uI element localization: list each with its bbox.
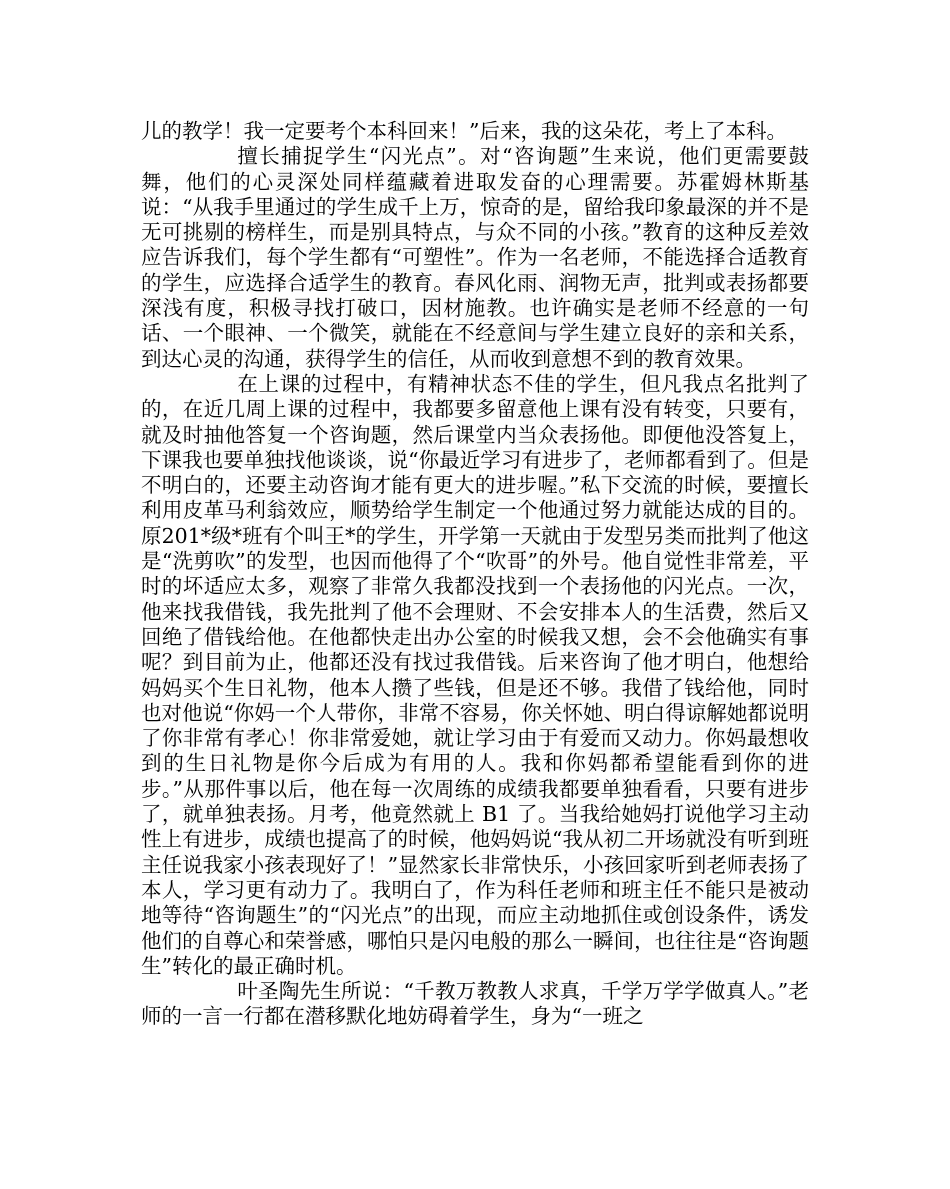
paragraph-shining-points: 擅长捕捉学生“闪光点”。对“咨询题”生来说，他们更需要鼓舞，他们的心灵深处同样蕴藏着进取发奋的心理需要。苏霍姆林斯基说：“从我手里通过的学生成千上万，惊奇的是，留给我印象最深的并不是无可挑剔的榜样生，而是别具特点，与众不同的小孩。”教育的这种反差效应告诉我们，每个学生都有“可塑性”。作为一名老师，不能选择合适教育的学生，应选择合适学生的教育。春风化雨、润物无声，批判或表扬都要深浅有度，积极寻找打破口，因材施教。也许确实是老师不经意的一句话、一个眼神、一个微笑，就能在不经意间与学生建立良好的亲和关系，到达心灵的沟通，获得学生的信任，从而收到意想不到的教育效果。 [141,144,809,371]
body-text [141,119,809,1030]
paragraph-continuation: 儿的教学！我一定要考个本科回来！”后来，我的这朵花，考上了本科。 [141,119,787,143]
paragraph-classroom-story: 在上课的过程中，有精神状态不佳的学生，但凡我点名批判了的，在近几周上课的过程中，我都要多留意他上课有没有转变，只要有，就及时抽他答复一个咨询题，然后课堂内当众表扬他。即便他没答复上，下课我也要单独找他谈谈，说“你最近学习有进步了，老师都看到了。但是不明白的，还要主动咨询才能有更大的进步喔。”私下交流的时候，要擅长利用皮革马利翁效应，顺势给学生制定一个他通过努力就能达成的目的。原201*级*班有个叫王*的学生，开学第一天就由于发型另类而批判了他这是“洗剪吹”的发型，也因而他得了个“吹哥”的外号。他自觉性非常差，平时的坏适应太多，观察了非常久我都没找到一个表扬他的闪光点。一次，他来找我借钱，我先批判了他不会理财、不会安排本人的生活费，然后又回绝了借钱给他。在他都快走出办公室的时候我又想，会不会他确实有事呢？到目前为止，他都还没有找过我借钱。后来咨询了他才明白，他想给妈妈买个生日礼物，他本人攒了些钱，但是还不够。我借了钱给他，同时也对他说“你妈一个人带你，非常不容易，你关怀她、明白得谅解她都说明了你非常有孝心！你非常爱她，就让学习由于有爱而又动力。你妈最想收到的生日礼物是你今后成为有用的人。我和你妈都希望能看到你的进步。”从那件事以后，他在每一次周练的成绩我都要单独看看，只要有进步了，就单独表扬。月考，他竟然就上 B1 了。当我给她妈打说他学习主动性上有进步，成绩也提高了的时候，他妈妈说“我从初二开场就没有听到班主任说我家小孩表现好了！”显然家长非常快乐，小孩回家听到老师表扬了本人，学习更有动力了。我明白了，作为科任老师和班主任不能只是被动地等待“咨询题生”的“闪光点”的出现，而应主动地抓住或创设条件，诱发他们的自尊心和荣誉感，哪怕只是闪电般的那么一瞬间，也往往是“咨询题生”转化的最正确时机。 [141,371,809,978]
paragraph-ye-shengtao-quote: 叶圣陶先生所说：“千教万教教人求真，千学万学学做真人。”老师的一言一行都在潜移默化地妨碍着学生，身为“一班之 [141,979,809,1029]
